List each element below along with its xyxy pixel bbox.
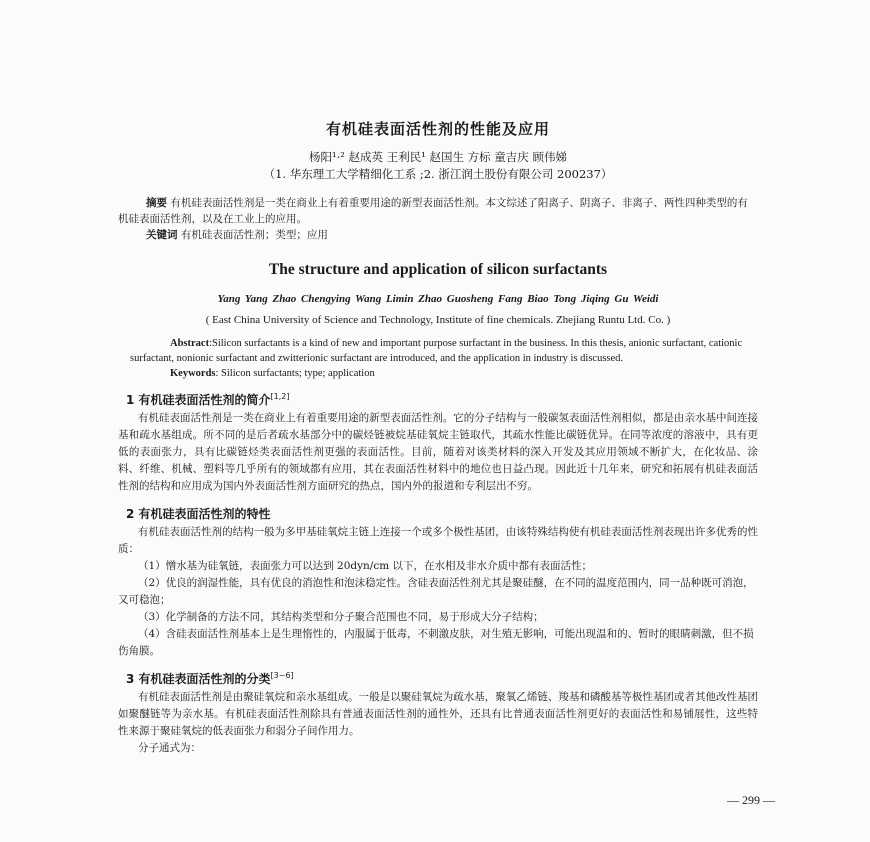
english-abstract-label: Abstract (170, 338, 210, 349)
chinese-title: 有机硅表面活性剂的性能及应用 (325, 120, 550, 138)
english-keywords-text: : Silicon surfactants; type; application (215, 368, 375, 379)
english-authors: Yang Yang Zhao Chengying Wang Limin Zhao Guosheng Fang Biao Tong Jiqing Gu Weidi (217, 293, 659, 305)
section-paragraph: 分子通式为： (138, 742, 201, 754)
section-paragraph: 有机硅表面活性剂是一类在商业上有着重要用途的新型表面活性剂。它的分子结构与一般碳氢表面活性剂相似，都是由亲水基中间连接基和疏水基组成。所不同的是后者疏水基部分中的碳烃链被烷基硅氧烷主链取代，其疏水性能比碳链优异。在同等浓度的溶液中，具有更低的表面张力，具有比碳链烃类表面活性剂更强的表面活性。目前，随着对该类材料的深入开发及其应用领域不断扩大，在化妆品、涂料、纤维、机械、塑料等几乎所有的领域都有应用，其在表面活性材料中的地位也日益凸现。因此近十几年来，研究和拓展有机硅表面活性剂的结构和应用成为国内外表面活性剂方面研究的热点，国内外的报道和专利层出不穷。 (118, 412, 758, 492)
section-heading (126, 670, 758, 687)
section-heading-text: 1 有机硅表面活性剂的简介 (126, 393, 271, 407)
english-abstract (130, 336, 746, 366)
list-item: （4）含硅表面活性剂基本上是生理惰性的，内服属于低毒，不刺激皮肤，对生殖无影响，可能出现温和的、暂时的眼睛刺激，但不损伤角膜。 (118, 628, 754, 657)
chinese-keywords-label: 关键词 (146, 229, 178, 241)
chinese-affiliation: （1. 华东理工大学精细化工系 ;2. 浙江润土股份有限公司 200237） (263, 167, 613, 181)
list-item: （2）优良的润湿性能，具有优良的消泡性和泡沫稳定性。含硅表面活性剂尤其是聚硅醚，在不同的温度范围内，同一品种既可消泡，又可稳泡； (118, 577, 754, 606)
english-affiliation: ( East China University of Science and Technology, Institute of fine chemicals. Zhejiang Runtu Ltd. Co. ) (205, 314, 671, 326)
section-reference: [3~6] (270, 671, 294, 680)
section-paragraph: 有机硅表面活性剂的结构一般为多甲基硅氧烷主链上连接一个或多个极性基团，由该特殊结构使有机硅表面活性剂表现出许多优秀的性质： (118, 526, 758, 555)
list-item: （3）化学制备的方法不同，其结构类型和分子聚合范围也不同，易于形成大分子结构； (138, 611, 544, 623)
chinese-abstract (118, 195, 758, 227)
paper-content (118, 118, 758, 757)
chinese-abstract-text: 有机硅表面活性剂是一类在商业上有着重要用途的新型表面活性剂。本文综述了阳离子、阴离子、非离子、两性四种类型的有机硅表面活性剂，以及在工业上的应用。 (118, 197, 748, 225)
list-item: （1）憎水基为硅氧链，表面张力可以达到 20dyn/cm 以下，在水相及非水介质中都有表面活性； (138, 560, 593, 572)
chinese-keywords (118, 227, 758, 243)
english-title: The structure and application of silicon surfactants (268, 261, 608, 278)
english-keywords (118, 366, 758, 381)
chinese-abstract-label: 摘要 (146, 197, 167, 209)
section-heading (126, 391, 758, 408)
english-keywords-label: Keywords (170, 368, 216, 379)
chinese-keywords-text: 有机硅表面活性剂；类型；应用 (180, 229, 328, 241)
section-heading-text: 3 有机硅表面活性剂的分类 (126, 672, 271, 686)
section-heading (126, 505, 758, 522)
english-abstract-text: :Silicon surfactants is a kind of new and important purpose surfactant in the business. In this thesis, anionic surfactant, cationic surfactant, nonionic surfactant and zwitterionic surfactant are introduced, and the application in industry is discussed. (130, 338, 743, 364)
section-paragraph: 有机硅表面活性剂是由聚硅氧烷和亲水基组成。一般是以聚硅氧烷为疏水基，聚氧乙烯链、羧基和磷酸基等极性基团或者其他改性基团如聚醚链等为亲水基。有机硅表面活性剂除具有普通表面活性剂的通性外，还具有比普通表面活性剂更好的表面活性和易铺展性，这些特性来源于聚硅氧烷的低表面张力和弱分子间作用力。 (118, 691, 758, 737)
section-reference: [1,2] (270, 392, 290, 401)
section-heading-text: 2 有机硅表面活性剂的特性 (126, 507, 271, 521)
chinese-authors: 杨阳¹·² 赵成英 王利民¹ 赵国生 方标 童吉庆 顾伟娣 (309, 150, 567, 164)
page-number: — 299 — (727, 793, 775, 807)
